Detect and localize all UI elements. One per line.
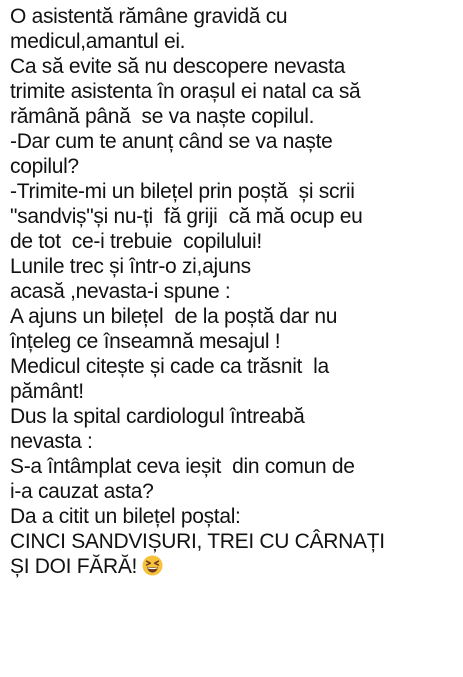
joke-text bbox=[10, 4, 453, 579]
joke-line-10: de tot ce-i trebuie copilului! bbox=[10, 230, 262, 253]
joke-line-11: Lunile trec și într-o zi,ajuns bbox=[10, 255, 251, 278]
joke-line-3: Ca să evite să nu descopere nevasta bbox=[10, 55, 346, 78]
joke-line-5: rămână până se va naște copilul. bbox=[10, 105, 315, 128]
joke-line-22: CINCI SANDVIȘURI, TREI CU CÂRNAȚI bbox=[10, 530, 385, 553]
joke-line-16: pământ! bbox=[10, 380, 84, 403]
joke-line-20: i-a cauzat asta? bbox=[10, 480, 154, 503]
joke-line-15: Medicul citește și cade ca trăsnit la bbox=[10, 355, 329, 378]
joke-line-21: Da a citit un bilețel poștal: bbox=[10, 505, 241, 528]
joke-line-23 bbox=[10, 554, 453, 579]
joke-line-19: S-a întâmplat ceva ieșit din comun de bbox=[10, 455, 355, 478]
joke-line-13: A ajuns un bilețel de la poștă dar nu bbox=[10, 305, 338, 328]
joke-line-6: -Dar cum te anunț când se va naște bbox=[10, 130, 333, 153]
joke-line-18: nevasta : bbox=[10, 430, 93, 453]
joke-line-23-text: ȘI DOI FĂRĂ! bbox=[10, 555, 138, 578]
joke-line-1: O asistentă rămâne gravidă cu bbox=[10, 5, 288, 28]
joke-line-9: "sandviș"și nu-ți fă griji că mă ocup eu bbox=[10, 205, 363, 228]
joke-line-4: trimite asistenta în orașul ei natal ca să bbox=[10, 80, 361, 103]
joke-line-14: înțeleg ce înseamnă mesajul ! bbox=[10, 330, 281, 353]
joke-line-2: medicul,amantul ei. bbox=[10, 30, 186, 53]
joke-line-12: acasă ,nevasta-i spune : bbox=[10, 280, 231, 303]
joke-line-17: Dus la spital cardiologul întreabă bbox=[10, 405, 305, 428]
joke-line-8: -Trimite-mi un bilețel prin poștă și scrii bbox=[10, 180, 355, 203]
joke-line-7: copilul? bbox=[10, 155, 79, 178]
grinning-squinting-face-icon bbox=[142, 555, 163, 576]
